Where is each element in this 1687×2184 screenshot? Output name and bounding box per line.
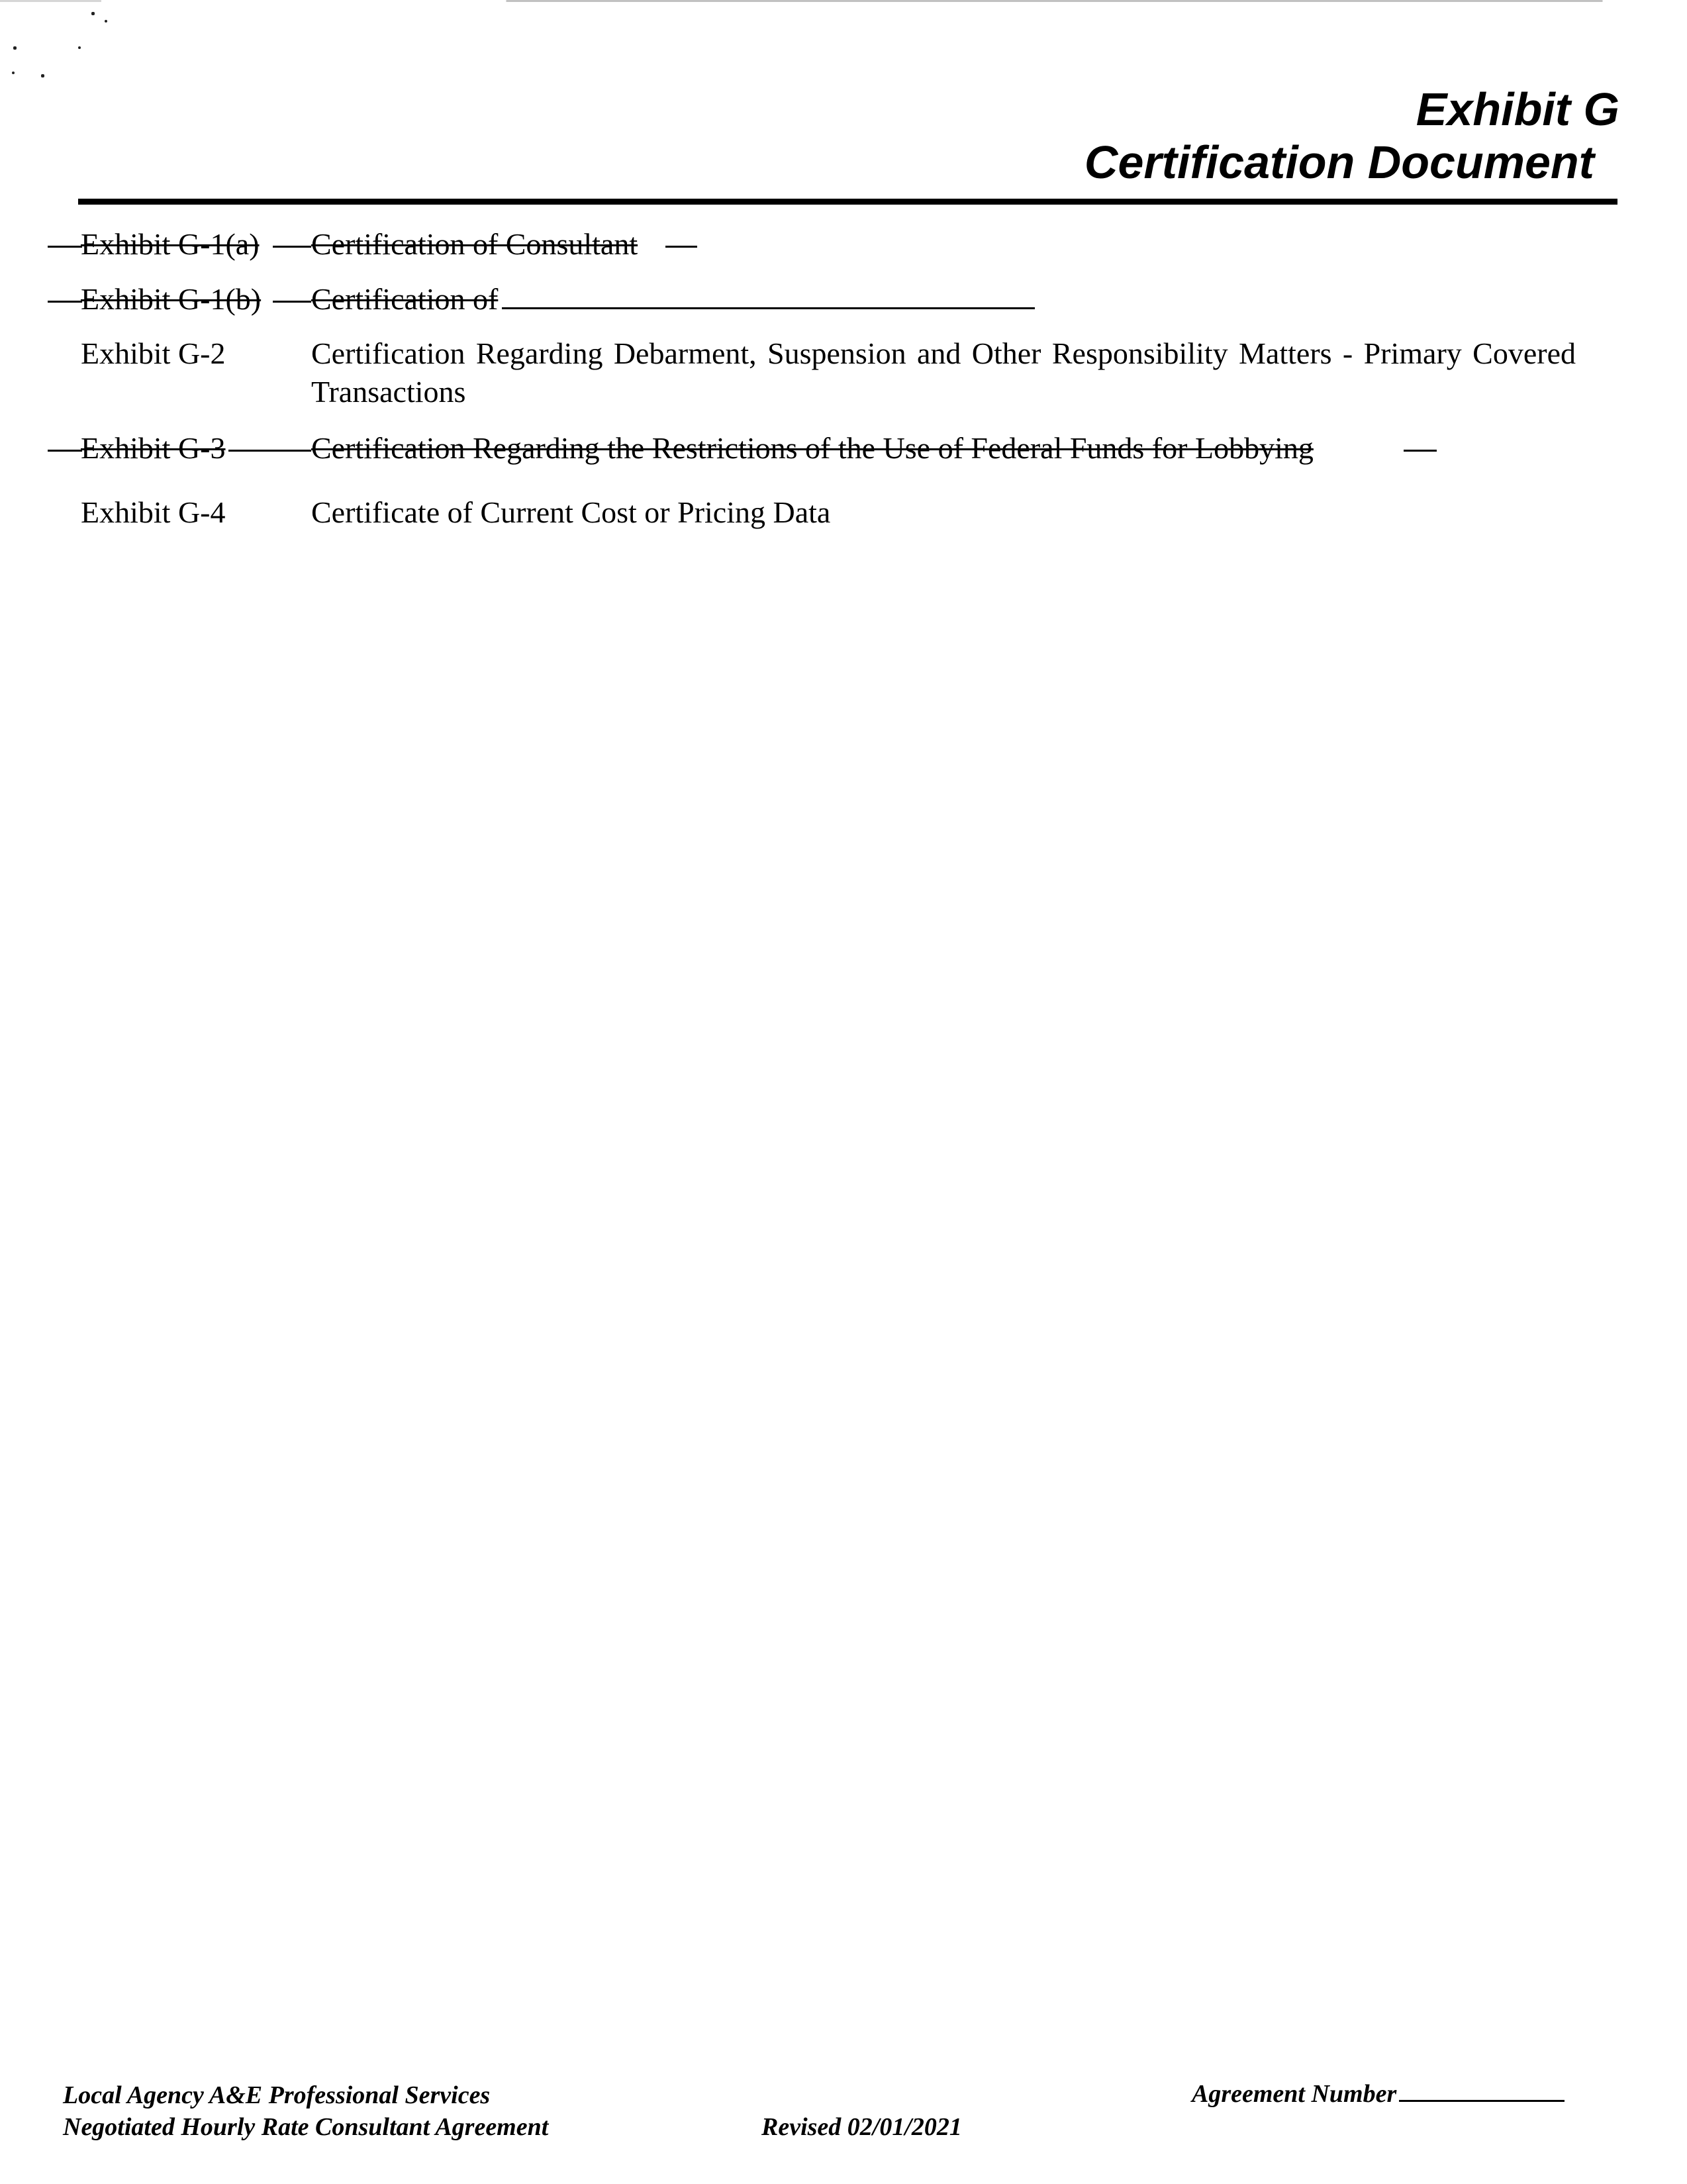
exhibit-code: Exhibit G-1(a) — [81, 227, 260, 261]
exhibit-description: Certification Regarding the Restrictions of the Use of Federal Funds for Lobbying — [311, 431, 1314, 465]
footer-agreement-number — [1192, 2077, 1565, 2110]
document-title: Certification Document — [1084, 136, 1594, 188]
strike-lead — [1404, 450, 1437, 452]
footer-revised-date: Revised 02/01/2021 — [761, 2113, 962, 2141]
strike-lead — [228, 450, 311, 452]
exhibit-code: Exhibit G-3 — [81, 431, 226, 465]
strike-lead — [48, 450, 82, 452]
exhibit-code: Exhibit G-4 — [81, 495, 226, 529]
strike-lead — [48, 246, 82, 248]
exhibit-description: Certificate of Current Cost or Pricing Data — [311, 495, 831, 529]
exhibit-title: Exhibit G — [1416, 83, 1619, 135]
footer-line-1: Local Agency A&E Professional Services — [63, 2081, 491, 2109]
strike-lead — [48, 301, 82, 303]
blank-fill-line — [502, 281, 1035, 309]
exhibit-code: Exhibit G-1(b) — [81, 282, 262, 316]
scan-edge-line — [0, 0, 1687, 2]
exhibit-header — [1084, 83, 1619, 189]
exhibit-description: Certification of — [311, 282, 499, 316]
agreement-number-label: Agreement Number — [1192, 2080, 1397, 2108]
agreement-number-blank — [1399, 2077, 1565, 2102]
strike-lead — [273, 246, 311, 248]
exhibit-description: Certification of Consultant — [311, 227, 638, 261]
strike-lead — [273, 301, 311, 303]
footer-agreement-type — [63, 2079, 548, 2143]
exhibit-code: Exhibit G-2 — [81, 336, 226, 370]
header-divider — [78, 199, 1617, 205]
strike-lead — [665, 246, 697, 248]
exhibit-description-wrap — [311, 280, 1576, 319]
footer-line-2: Negotiated Hourly Rate Consultant Agreement — [63, 2113, 549, 2141]
exhibit-description: Certification Regarding Debarment, Suspension and Other Responsibility Matters - Primary Covered Transactions — [311, 336, 1576, 409]
